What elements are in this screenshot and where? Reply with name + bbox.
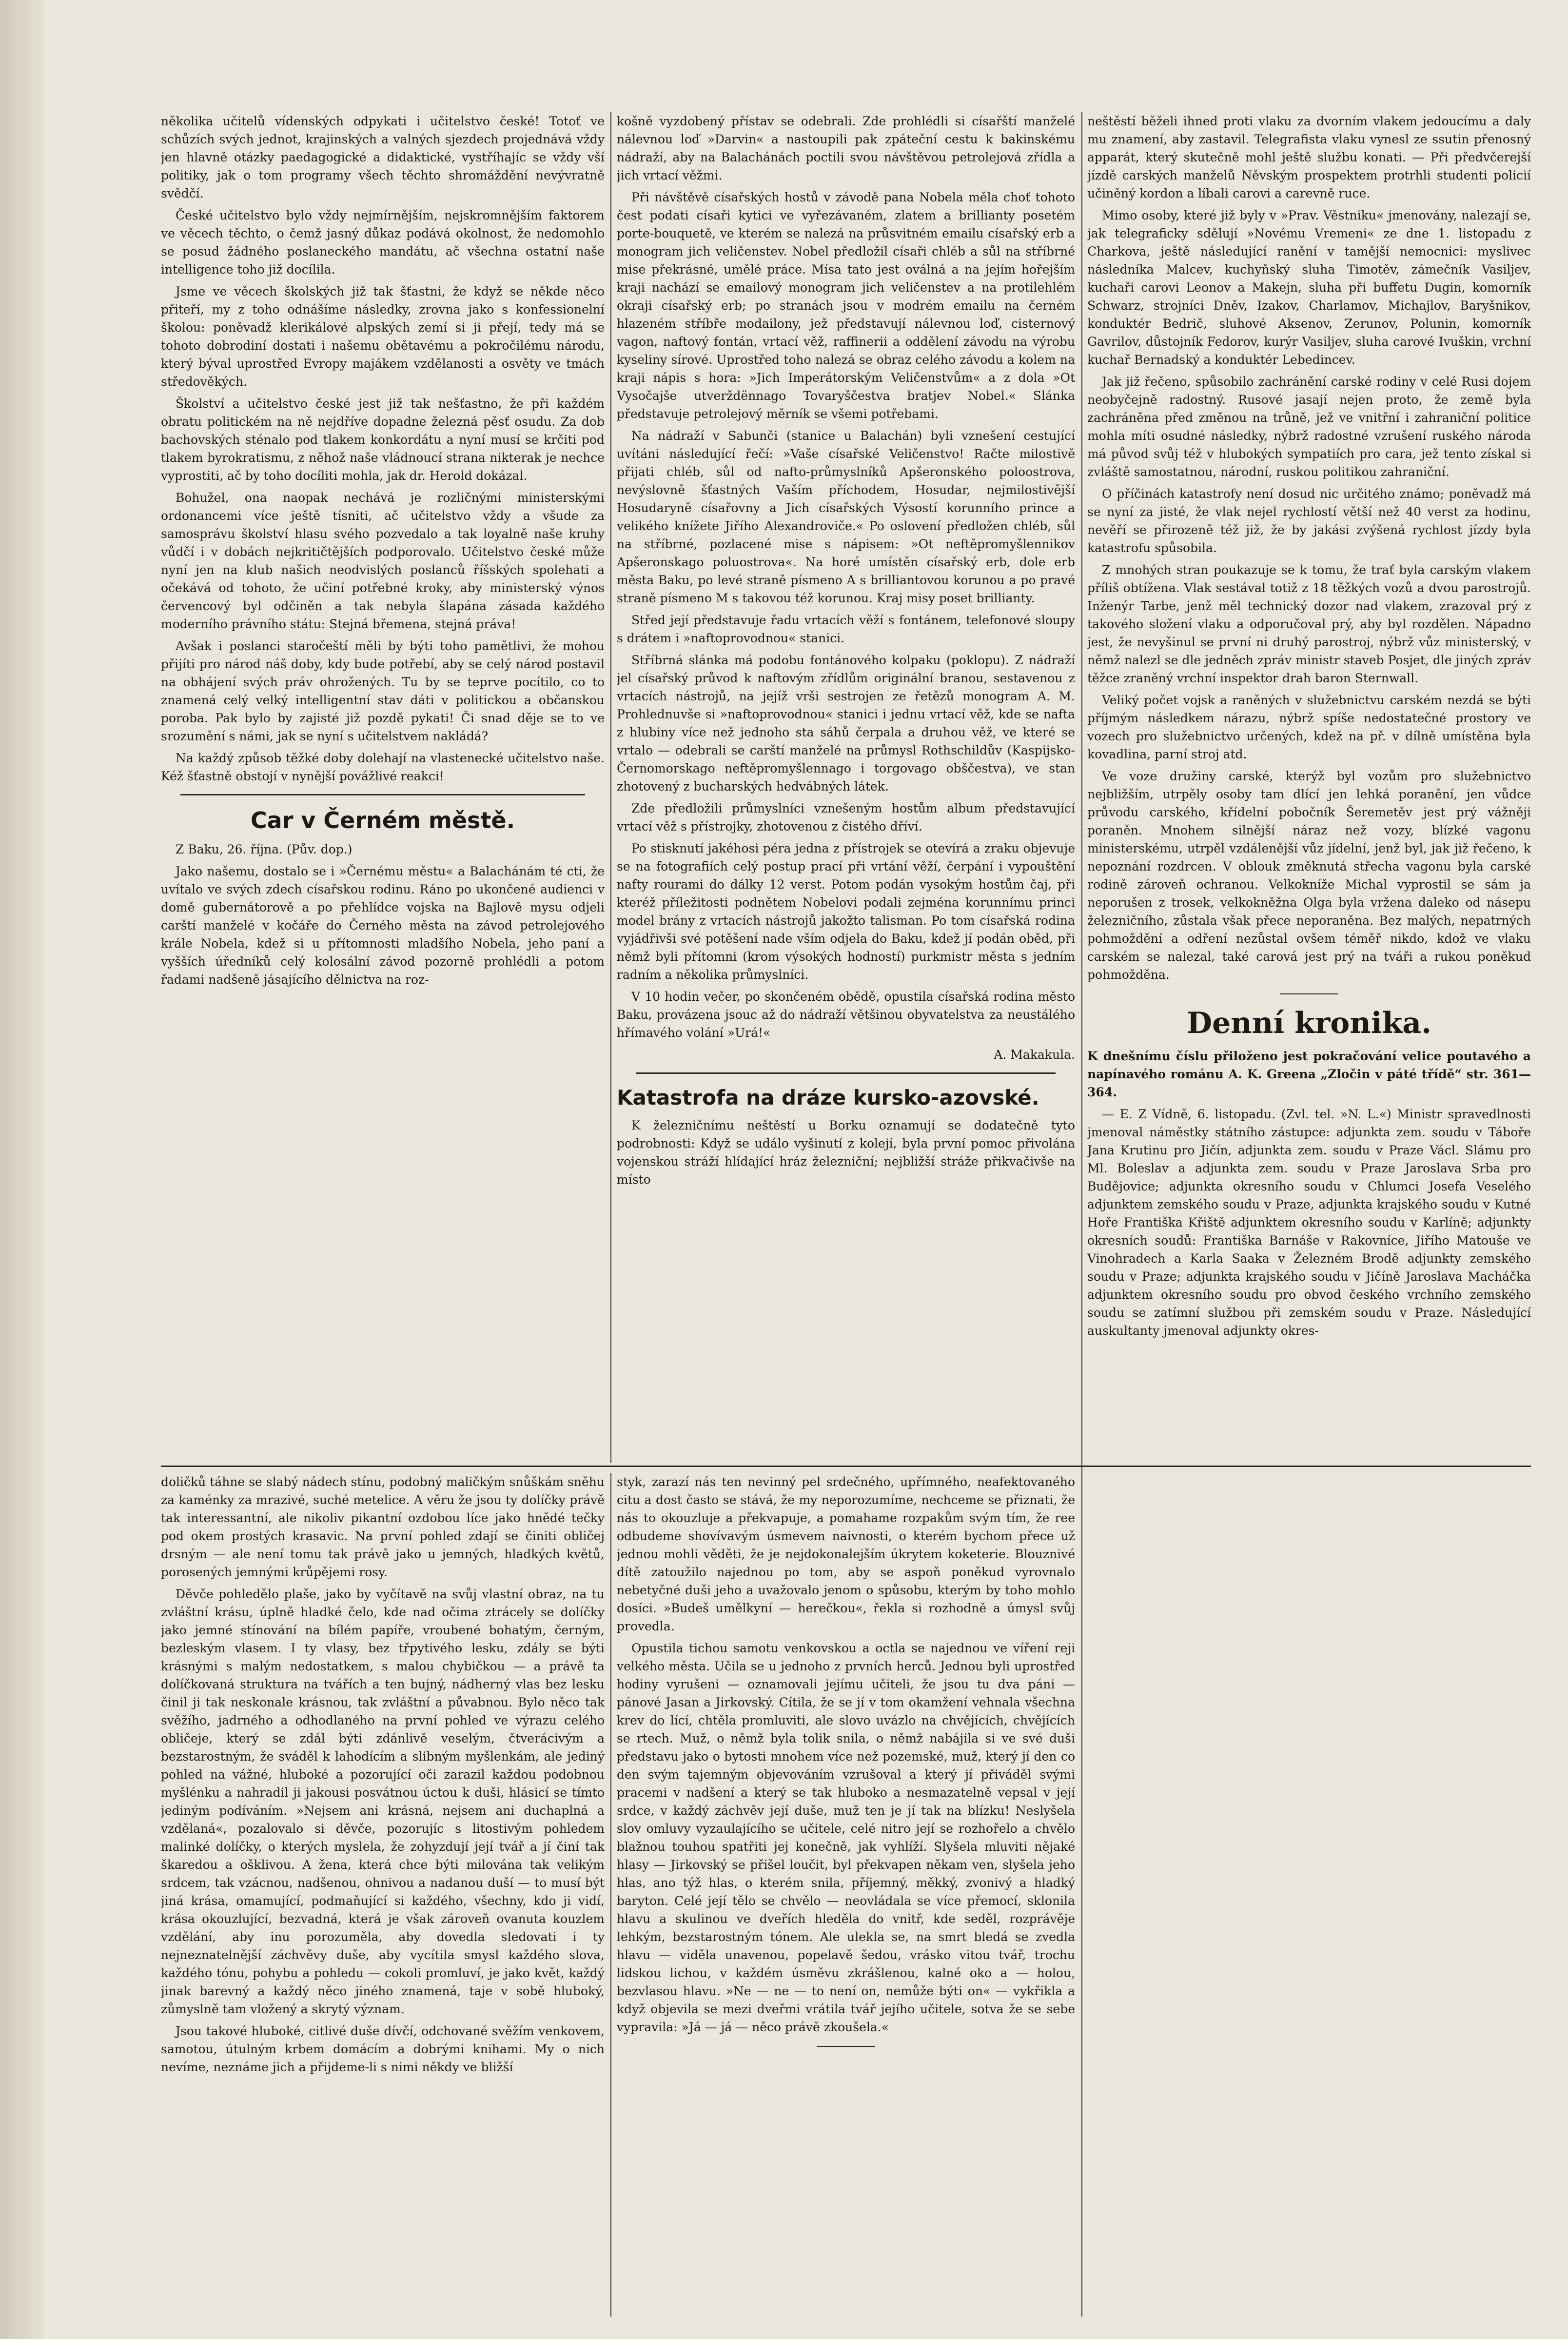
- novel-supplement-notice: K dnešnímu číslu přiloženo jest pokračování velice poutavého a napínavého románu A. K. Greena „Zločin v páté třídě“ str. 361—364.: [1087, 1049, 1531, 1099]
- paragraph: Střed její představuje řadu vrtacích věží s fontánem, telefonové sloupy s drátem i »naftoprovodnou« stanici.: [617, 613, 1075, 645]
- paragraph: Opustila tichou samotu venkovskou a octla se najednou ve víření reji velkého města. Učila se u jednoho z prvních herců. Jednou byli uprostřed hodiny vyrušeni — oznamovali jejímu učiteli, že jsou tu dva páni — pánové Jasan a Jirkovský. Cítila, že se jí v tom okamžení vehnala všechna krev do lící, chtěla promluviti, ale slovo uvázlo na chvějících, chvějících se rtech. Muž, o němž byla tolik snila, o němž nabájila si ve své duši představu jako o bytosti mnohem více než pozemské, muž, který jí den co den svým tajemným objevováním vzrušoval a který jí přiváděl svými pracemi v nadšení a který se tak hluboko a nesmazatelně vepsal v její srdce, v každý záchvěv její duše, muž ten je jí tak na blízku! Neslyšela slov omluvy vyzaulajícího se učitele, celé nitro její se rozhořelo a chvělo blažnou touhou spatřiti jej konečně, jak vyhlíží. Slyšela mluviti nějaké hlasy — Jirkovský se přišel loučit, byl překvapen někam ven, slyšela jeho hlas, ano týž hlas, o kterém snila, příjemný, měkký, zvonivý a hladký baryton. Celé její tělo se chvělo — neovládala se více přemocí, sklonila hlavu a skulinou ve dveřích hleděla do vnitř, kde seděl, rozprávěje lehkým, bezstarostným tónem. Ale ulekla se, na smrt bledá se zvedla hlavu — viděla unavenou, popelavě šedou, vrásko vitou tvář, trochu lidskou lichou, v každém úsměvu zkrášlenou, kalné oko a — holou, bezvlasou hlavu. »Ne — ne — to není on, nemůže býti on« — vykřikla a když objevila se mezi dveřmi vrátila tvář jejího učitele, sotva že se sebe vypravila: »Já — já — něco právě zkoušela.«: [617, 1641, 1075, 2034]
- paragraph: V 10 hodin večer, po skončeném obědě, opustila císařská rodina město Baku, provázena jsouc až do nádraží většinou obyvatelstva za neustálého hřímavého volání »Urá!«: [617, 990, 1075, 1040]
- paragraph: Mimo osoby, které již byly v »Prav. Věstniku« jmenovány, nalezají se, jak telegraficky sdělují »Novému Vremeni« ze dne 1. listopadu z Charkova, ještě následující ranění v tamější nemocnici: myslivec následníka Malcev, kuchyňský sluha Timotěv, zámečník Vasiljev, kuchaři carovi Leonov a Makejn, sluha při buffetu Dugin, komorník Schwarz, strojníci Dněv, Izakov, Charlamov, Michajlov, Baryšnikov, konduktér Bedrič, sluhové Aksenov, Zerunov, Polunin, komorník Gavrilov, důstojník Fedorov, kurýr Vasiljev, sluha carové Ivuškin, vrchní kuchař Bernadský a konduktér Lebedincev.: [1087, 208, 1531, 367]
- paragraph: Stříbrná slánka má podobu fontánového kolpaku (poklopu). Z nádraží jel císařský průvod k naftovým zřídlům originální branou, sestavenou z vrtacích nástrojů, na jejíž vrši sestrojen ze řetězů monogram A. M. Prohlednuvše si »naftoprovodnou« stanici i jednu vrtací věž, kde se nafta z hlubiny více než jednoho sta sáhů čerpala a druhou věž, ve které se vrtalo — odebrali se carští manželé na průmysl Rothschildův (Kaspijsko-Černomorskago neftěpromyšlennago i torgovago obščestva), ve stan zhotovený z bucharských hedvábných látek.: [617, 653, 1075, 793]
- paragraph: Avšak i poslanci staročeští měli by býti toho pamětlivi, že mohou přijíti pro národ náš doby, kdy bude potřebí, aby se celý národ postavil na obhájení svých práv ohrožených. Tu by se teprve pocítilo, co to znamená celý velký intelligentní stav dáti v politickou a občanskou poroba. Pak bylo by zajisté již pozdě pykati! Či snad děje se to ve srozumění s námi, jak se nyní s učitelstvem nakládá?: [161, 639, 605, 743]
- paragraph: košně vyzdobený přístav se odebrali. Zde prohlédli si císařští manželé nálevnou loď »Darvin« a nastoupili pak zpáteční cestu k bakinskému nádraží, aby na Balachánách poctili svou návštěvou petrolejová zřídla a jich vrtací věžmi.: [617, 114, 1075, 182]
- paragraph: Jsme ve věcech školských již tak šťastni, že když se někde něco přiteří, my z toho odnášíme následky, zrovna jako s konfessionelní školou: poněvadž klerikálové alpských zemí si ji přejí, tedy má se tohoto dobrodiní dostati i našemu obětavému a pokročilému národu, který býval uprostřed Evropy majákem vzdělanosti a osvěty ve tmách středověkých.: [161, 284, 605, 389]
- paragraph: — E. Z Vídně, 6. listopadu. (Zvl. tel. »N. L.«) Ministr spravedlnosti jmenoval náměstky státního zástupce: adjunkta zem. soudu v Táboře Jana Krutinu pro Jičín, adjunkta zem. soudu v Praze Václ. Slámu pro Ml. Boleslav a adjunkta zem. soudu v Praze Jaroslava Srba pro Budějovice; adjunkta okresního soudu v Chlumci Josefa Veselého adjunktem zemského soudu v Praze, adjunkta krajského soudu v Kutné Hoře Františka Křiště adjunktem okresního soudu v Karlíně; adjunkty okresních soudů: Františka Barnáše v Rakovníce, Jiřího Matouše ve Vinohradech a Karla Saaka v Železném Brodě adjunkty zemského soudu v Praze; adjunkta krajského soudu v Jičíně Jaroslava Macháčka adjunktem okresního soudu pro obvod českého vrchního zemského soudu se zatímní službou při zemském soudu v Praze. Následující auskultanty jmenoval adjunkty okres-: [1087, 1107, 1531, 1338]
- paragraph: doličků táhne se slabý nádech stínu, podobný maličkým snůškám sněhu za kaménky za mrazivé, suché metelice. A věru že jsou ty dolíčky právě tak interessantní, ale nikoliv pikantní ozdobou líce jako hnědé tečky pod okem prostých krasavic. Na první pohled zdají se činiti obličej drsným — ale není tomu tak právě jako u jemných, hladkých květů, porosených jemnými krůpějemi rosy.: [161, 1475, 605, 1579]
- column-2-top: [617, 112, 1075, 1192]
- feuilleton-column-2: [617, 1473, 1075, 2317]
- paragraph: Na každý způsob těžké doby dolehají na vlastenecké učitelstvo naše. Kéž šťastně obstojí v nynější povážlivé reakci!: [161, 751, 605, 783]
- article-title-car: Car v Černém městě.: [250, 807, 515, 833]
- paragraph: Po stisknutí jakéhosi péra jedna z přístrojek se otevírá a zraku objevuje se na fotografiích celý postup prací při vrtání věží, čerpání i vypouštění nafty rourami do dálky 12 verst. Potom podán vysokým hostům čaj, při kteréž příležitosti podnětem Nobelovi podali zejména korunnímu princi model brány z vrtacích nástrojů jakožto talisman. Po tom císařská rodina vyjádřivši své potěšení nade vším odjela do Baku, kdež jí podán oběd, při němž byli přítomni (krom výsokých hodností) purkmistr města s jedním radním a několika průmyslníci.: [617, 841, 1075, 982]
- column-divider: [1081, 112, 1082, 2317]
- section-rule: [180, 794, 585, 795]
- column-divider: [610, 1473, 611, 2317]
- paragraph: O příčinách katastrofy není dosud nic určitého známo; poněvadž má se nyní za jisté, že vlak nejel rychlostí větší než 40 verst za hodinu, nevěří se přirozeně též již, že by jakási zvýšená rychlost jízdy byla katastrofu spůsobila.: [1087, 487, 1531, 555]
- paragraph: styk, zarazí nás ten nevinný pel srdečného, upřímného, neafektovaného citu a dost často se stává, že my neporozumíme, nechceme se přiznati, že nás to okouzluje a překvapuje, a pomahame rozpakům svým tím, že ree odbudeme shovívavým úsmevem naivnosti, o kterém bychom přece už jednou mohli věděti, že je nejdokonalejším úkrytem koketerie. Blouznivé dítě zatoužilo najednou po tom, aby se aspoň poněkud vyrovnalo nebetyčné duši jeho a uvažovalo jenom o spůsobu, kterým by toho mohlo dosíci. »Budeš umělkyní — herečkou«, řekla si rozhodně a úmysl svůj provedla.: [617, 1475, 1075, 1633]
- section-rule: [636, 1072, 1056, 1074]
- end-rule: [817, 2046, 875, 2047]
- paragraph: několika učitelů vídenských odpykati i učitelstvo české! Totoť ve schůzích svých jednot, krajinských a valných sjezdech projednává vždy jen hlavně otázky paedagogické a didaktické, vystříhajíc se vždy vší politiky, jak o tom programy všech těchto shromáždění nevývratně svědčí.: [161, 114, 605, 200]
- paragraph: Veliký počet vojsk a raněných v služebnictvu carském nezdá se býti příjmým následkem nárazu, nýbrž spíše nedostatečné prostory ve vozech pro služebnictvo určených, kdež na př. v dílně umístěna byla kovadlina, parní stroj atd.: [1087, 693, 1531, 761]
- article-title-katastrofa: Katastrofa na dráze kursko-azovské.: [617, 1086, 1039, 1110]
- paragraph: Jsou takové hluboké, citlivé duše dívčí, odchované svěžím venkovem, samotou, útulným krbem domácím a dobrými knihami. My o nich nevíme, neznáme jich a přijdeme-li s nimi někdy ve bližší: [161, 2024, 605, 2074]
- paragraph: Z mnohých stran poukazuje se k tomu, že trať byla carským vlakem příliš obtížena. Vlak sestával totiž z 18 těžkých vozů a dvou parostrojů. Inženýr Tarbe, jenž měl technický dozor nad vlakem, zrazoval prý z takového složení vlaku a odporučoval prý, aby byl rozdělen. Nápadno jest, že nevyšinul se první ni druhý parostroj, nýbrž vůz ministerský, v němž nalezl se dle jedněch zpráv ministr staveb Posjet, dle jiných zpráv těžce zraněný vrchní inspektor drah baron Sternwall.: [1087, 563, 1531, 685]
- paragraph: neštěstí běželi ihned proti vlaku za dvorním vlakem jedoucímu a daly mu znamení, aby zastavil. Telegrafista vlaku vynesl ze ssutin přenosný apparát, který skutečně mohl ještě službu konati. — Při předvčerejší jízdě carských manželů Něvským prospektem protrhli studenti policií učiněný kordon a líbali carovi a carevně ruce.: [1087, 114, 1531, 200]
- paragraph: Bohužel, ona naopak nechává je rozličnými ministerskými ordonancemi více ještě tísniti, ač učitelstvo vždy a všude za samosprávu školství hlasu svého pozvedalo a tak loyalně naše kruhy vůdčí i v dobách nejkritičtějších podporovalo. Učitelstvo české může nyní jen na klub našich neodvislých poslanců říšských spolehati a očekává od tohoto, že učiní potřebné kroky, aby ministerský výnos červencový byl odčiněn a tak nebyla šlapána zásada každého moderního právního státu: Stejná břemena, stejná práva!: [161, 491, 605, 631]
- column-1-top: [161, 112, 605, 992]
- column-3: [1087, 112, 1531, 2317]
- feuilleton-column-1: [161, 1473, 605, 2317]
- paragraph: České učitelstvo bylo vždy nejmírnějším, nejskromnějším faktorem ve věcech těchto, o čemž jasný důkaz podává okolnost, že nedomohlo se posud žádného poslaneckého mandátu, ač všechna ostatní naše intelligence toho již docílila.: [161, 208, 605, 277]
- dateline: Z Baku, 26. října. (Pův. dop.): [176, 842, 353, 856]
- paragraph: Jako našemu, dostalo se i »Černému městu« a Balachánám té cti, že uvítalo ve svých zdech císařskou rodinu. Ráno po ukončené audienci v domě gubernátorově a po přehlídce vojska na Bajlově mysu odjeli carští manželé v kočáře do Černého města na závod petrolejového krále Nobela, kdež si u přítomnosti mladšího Nobela, jeho paní a vyšších úředníků celý kolosální závod pozorně prohlédli a potom řadami nadšeně jásajícího dělnictva na roz-: [161, 864, 605, 987]
- paragraph: K železničnímu neštěstí u Borku oznamují se dodatečně tyto podrobnosti: Když se událo vyšinutí z kolejí, byla první pomoc přivolána vojenskou stráží hlídající hráz železniční; nejbližší stráže přikvačivše na místo: [617, 1118, 1075, 1187]
- column-divider: [610, 112, 611, 1463]
- paragraph: Ve voze družiny carské, kterýž byl vozům pro služebnictvo nejbližším, utrpěly osoby tam dlící jen lehká poranění, jen vůdce průvodu carského, křídelní pobočník Šeremetěv jest prý vážněji poraněn. Mnohem silnější náraz než vozy, blízké vagonu ministerskému, utrpěl vzdálenější vůz jídelní, jenž byl, jak již řečeno, k nepoznání rozdrcen. V oblouk změknutá střecha vagonu byla carské rodině zároveň ochranou. Velkokníže Michal vyprostil se sám ja neporušen z trosek, velkokněžna Olga byla vržena daleko od násepu železničního, zůstala však přece neporaněna. Bez malých, nepatrných pohmoždění a odření nezůstal ovšem téměř nikdo, kdož ve vlaku carském se nalezal, také carová jest prý na tváři a rukou poněkud pohmožděna.: [1087, 769, 1531, 982]
- binding-shadow: [0, 0, 44, 2339]
- paragraph: Děvče pohledělo plaše, jako by vyčítavě na svůj vlastní obraz, na tu zvláštní krásu, úplně hladké čelo, kde nad očima ztrácely se dolíčky jako jemné stínování na bílém papíře, vroubené bohatým, černým, bezleským vlasem. I ty vlasy, bez třpytivého lesku, zdály se býti krásnými s malým nedostatkem, s malou chybičkou — a právě ta dolíčkovaná struktura na tvářích a ten bujný, nádherný vlas bez lesku činil ji tak neskonale krásnou, tak zvláštní a půvabnou. Bylo něco tak svěžího, jadrného a odhodlaného na první pohled ve výrazu celého obličeje, který se zdál býti zdánlivě veselým, čtverácivým a bezstarostným, že sváděl k lahodícím a slibným myšlenkám, ale jediný pohled na vážné, hluboké a pozorující oči zarazil každou podobnou myšlénku a nahradil ji jakousi posvátnou úctou k duši, hlásicí se tímto jediným podíváním. »Nejsem ani krásná, nejsem ani duchaplná a vzdělaná«, pozalovalo si děvče, pozorujíc s litostivým pohledem malinké dolíčky, o kterých myslela, že zohyzdují její tvář a jí činí tak škaredou a ošklivou. A žena, která chce býti milována tak velikým srdcem, tak vzácnou, nadšenou, ohnivou a nadanou duší — to musí být jiná krása, omamující, podmaňující si každého, všechny, kdo ji vidí, krása okouzlující, bezvadná, která je však zároveň ovanuta kouzlem vzdělání, aby inu porozuměla, aby dovedla sledovati i ty nejneznatelnější záchvěvy duše, aby vycítila smysl každého slova, každého tónu, pohybu a pohledu — cokoli promluví, je jako květ, každý jinak barevný a každý něco jiného znamená, taje v sobě hluboký, zůmyslně tam vložený a skrytý význam.: [161, 1587, 605, 2016]
- paragraph: Školství a učitelstvo české jest již tak nešťastno, že při každém obratu politickém na ně nejdříve dopadne železná pěsť osudu. Za dob bachovských sténalo pod tlakem konkordátu a nyní musí se krčiti pod tlakem byrokratismu, z něhož naše vládnoucí strana nikterak je nechce vyprostiti, ač by toho docíliti mohla, jak dr. Herold dokázal.: [161, 396, 605, 483]
- paragraph: Na nádraží v Sabunči (stanice u Balachán) byli vznešení cestující uvítáni následující řečí: »Vaše císařské Veličenstvo! Račte milostivě přijati chléb, sůl od nafto-průmyslníků Apšeronského poloostrova, nevýslovně šťastných Vaším příchodem, Hosudar, nejmilostivější Hosudaryně císařovny a Jich císařských Výsostí korunního prince a velikého knížete Jiřího Alexandroviče.« Po oslovení předložen chléb, sůl na stříbrné, pozlacené mise s nápisem: »Ot neftěpromyšlennikov Apšeronskago poluostrova«. Na horé umístěn císařský erb, dole erb města Baku, po levé straně písmeno A s brilliantovou korunou a po pravé straně písmeno M s takovou též korunou. Kraj misy poset brillianty.: [617, 429, 1075, 605]
- paragraph: Při návštěvě císařských hostů v závodě pana Nobela měla choť tohoto čest podati císaři kytici ve vyřezávaném, zlatem a brillianty posetém porte-bouquetě, ve kterém se nalezá na průsvitném emailu císařský erb a monogram jich veličenstev. Nobel předložil císaři chléb a sůl na stříbrné mise překrásné, umělé práce. Mísa tato jest oválná a na jejím hořejším kraji nachází se emailový monogram jich veličenstev a na protilehlém okraji císařský erb; po stranách jsou v modrém emailu na černém hlazeném stříbře modailony, jež představují nálevnou loď, cisternový vagon, naftový fontán, vrtací věž, raffinerii a oddělení závodu na výrobu kyseliny sírové. Uprostřed toho nalezá se obraz celého závodu a kolem na kraji nápis s hora: »Jich Imperátorským Veličenstvům« a z dola »Ot Vysočajše utverždënnago Tovaryščestva bratjev Nobel.« Slánka představuje petrolejový měrník se všemi potřebami.: [617, 190, 1075, 421]
- newspaper-page: [161, 112, 1531, 2317]
- short-rule: [1280, 993, 1338, 994]
- paragraph: Zde předložili průmyslníci vznešeným hostům album představující vrtací věž s přístrojky, zhotovenou z čistého dříví.: [617, 801, 1075, 833]
- paragraph: Jak již řečeno, spůsobilo zachránění carské rodiny v celé Rusi dojem neobyčejně radostný. Rusové jasají nejen proto, že země byla zachráněna před změnou na trůně, jež ve vnitřní i zahraniční politice mohla míti osudné následky, nýbrž radostné vzrušení ruského národa má původ svůj též v hlubokých sympatiích pro cara, jež tento získal si zvláště samostatnou, národní, ruskou politikou zahraniční.: [1087, 375, 1531, 479]
- author-signature: A. Makakula.: [994, 1048, 1075, 1062]
- section-title-denni-kronika: Denní kronika.: [1186, 1006, 1432, 1040]
